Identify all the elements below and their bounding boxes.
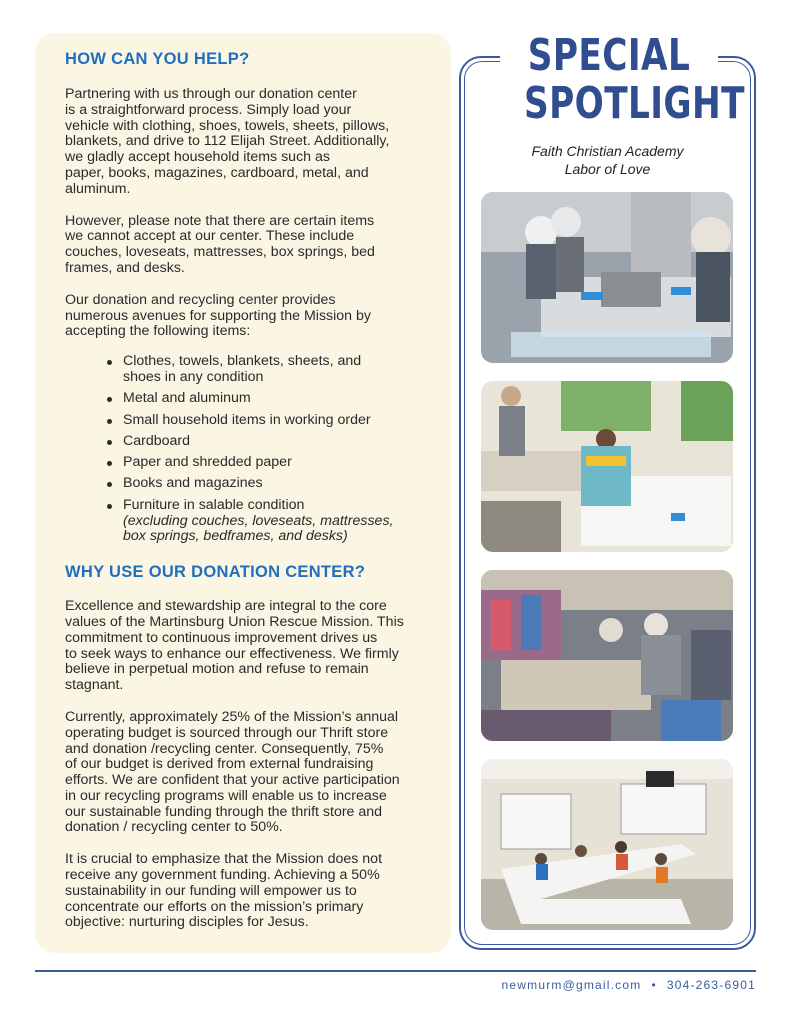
text-line: aluminum.	[65, 180, 131, 197]
item-text: Metal and aluminum	[123, 390, 251, 407]
text-line: numerous avenues for supporting the Mission by	[65, 307, 371, 324]
text-line: Our donation and recycling center provides	[65, 291, 336, 308]
footer-phone[interactable]: 304-263-6901	[666, 978, 756, 992]
text-line: Partnering with us through our donation center	[65, 86, 357, 102]
spotlight-subtitle-line-2: Labor of Love	[564, 161, 651, 177]
help-panel	[35, 33, 451, 953]
text-line: commitment to continuous improvement drives us	[65, 629, 378, 646]
help-paragraph-3	[65, 293, 435, 340]
item-text: shoes in any condition	[123, 368, 264, 385]
photo-classroom	[481, 759, 733, 930]
text-line: values of the Martinsburg Union Rescue Mission. This	[65, 613, 404, 630]
footer-contact	[502, 978, 756, 992]
why-paragraph-3	[65, 852, 435, 931]
text-line: objective: nurturing disciples for Jesus.	[65, 914, 309, 931]
text-line: and donation /recycling center. Consequently, 75%	[65, 740, 384, 757]
list-item	[107, 391, 435, 407]
photo-classroom-image	[481, 759, 733, 930]
item-text: Paper and shredded paper	[123, 454, 292, 471]
text-line: of our budget is derived from external fundraising	[65, 756, 374, 773]
photo-cleaning-tables	[481, 381, 733, 552]
text-line: Excellence and stewardship are integral to the core	[65, 598, 387, 615]
why-heading: WHY USE OUR DONATION CENTER?	[65, 563, 366, 582]
list-item	[107, 413, 435, 429]
item-text: Clothes, towels, blankets, sheets, and	[123, 353, 362, 370]
footer-email[interactable]: newmurm@gmail.com	[501, 978, 642, 992]
text-line: paper, books, magazines, cardboard, metal, and	[65, 164, 369, 181]
list-item	[107, 434, 435, 450]
text-line: sustainability in our funding will empower us to	[65, 882, 357, 899]
text-line: receive any government funding. Achieving a 50%	[65, 867, 380, 884]
furniture-note: (excluding couches, loveseats, mattresses,	[123, 512, 394, 529]
spotlight-title-line-1: SPECIAL	[527, 30, 691, 81]
text-line: concentrate our efforts on the mission’s primary	[65, 898, 364, 915]
text-line: we cannot accept at our center. These include	[65, 228, 355, 245]
spotlight-title-line-2: SPOTLIGHT	[523, 78, 745, 129]
photo-cleaning-tables-image	[481, 381, 733, 552]
text-line: However, please note that there are certain items	[65, 212, 375, 229]
footer-separator: •	[651, 978, 657, 992]
photo-thrift-sorting-image	[481, 570, 733, 741]
photo-thrift-sorting	[481, 570, 733, 741]
text-line: believe in perpetual motion and refuse to remain	[65, 661, 369, 678]
help-paragraph-2	[65, 214, 435, 277]
list-item	[107, 498, 435, 545]
text-line: is a straightforward process. Simply load your	[65, 101, 352, 118]
item-text: Furniture in salable condition	[123, 496, 305, 513]
spotlight-subtitle-line-1: Faith Christian Academy	[531, 143, 684, 159]
text-line: our sustainable funding through the thrift store and	[65, 803, 383, 820]
text-line: we gladly accept household items such as	[65, 149, 330, 166]
photo-food-prep	[481, 192, 733, 363]
why-paragraph-1	[65, 599, 435, 694]
list-item	[107, 354, 435, 386]
text-line: operating budget is sourced through our Thrift store	[65, 724, 389, 741]
text-line: vehicle with clothing, shoes, towels, sheets, pillows,	[65, 117, 390, 134]
text-line: accepting the following items:	[65, 323, 251, 340]
item-text: Books and magazines	[123, 475, 263, 492]
accepted-items-list	[107, 354, 435, 545]
photo-food-prep-image	[481, 192, 733, 363]
spotlight-title	[523, 30, 745, 129]
text-line: It is crucial to emphasize that the Mission does not	[65, 851, 383, 868]
spotlight-subtitle	[470, 142, 745, 178]
help-paragraph-1	[65, 87, 435, 198]
text-line: Currently, approximately 25% of the Mission’s annual	[65, 708, 399, 725]
text-line: donation / recycling center to 50%.	[65, 819, 283, 836]
text-line: in our recycling programs will enable us to increase	[65, 787, 387, 804]
text-line: stagnant.	[65, 677, 124, 694]
item-text: Small household items in working order	[123, 411, 371, 428]
text-line: efforts. We are confident that your active participation	[65, 772, 400, 789]
text-line: blankets, and drive to 112 Elijah Street. Additionally,	[65, 133, 390, 150]
text-line: to seek ways to enhance our effectiveness. We firmly	[65, 645, 399, 662]
list-item	[107, 455, 435, 471]
help-heading: HOW CAN YOU HELP?	[65, 50, 250, 68]
why-paragraph-2	[65, 710, 435, 836]
text-line: frames, and desks.	[65, 259, 185, 276]
item-text: Cardboard	[123, 432, 191, 449]
footer-divider	[35, 970, 756, 972]
furniture-note: box springs, bedframes, and desks)	[123, 528, 348, 545]
list-item	[107, 476, 435, 492]
text-line: couches, loveseats, mattresses, box springs, bed	[65, 244, 375, 261]
